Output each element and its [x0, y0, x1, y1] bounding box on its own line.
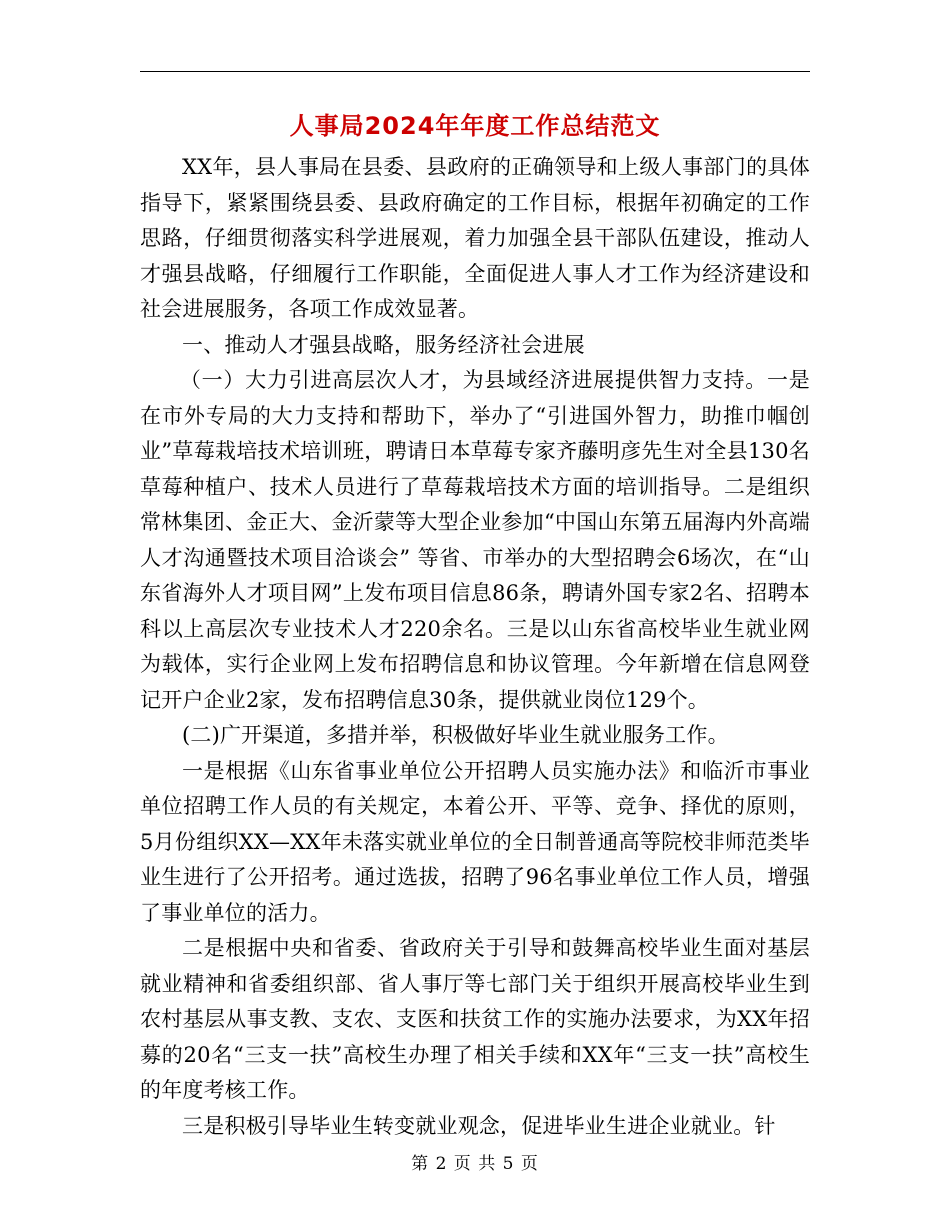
- subsection-heading-2: (二)广开渠道，多措并举，积极做好毕业生就业服务工作。: [182, 723, 729, 747]
- paragraph-item-1: 一是根据《山东省事业单位公开招聘人员实施办法》和临沂市事业单位招聘工作人员的有关规定，本着公开、平等、竞争、择优的原则，5月份组织XX—XX年未落实就业单位的全日制普通高等院校非师范类毕业生进行了公开招考。通过选拔，招聘了96名事业单位工作人员，增强了事业单位的活力。: [140, 758, 810, 925]
- paragraph-item-2: 二是根据中央和省委、省政府关于引导和鼓舞高校毕业生面对基层就业精神和省委组织部、省人事厅等七部门关于组织开展高校毕业生到农村基层从事支教、支农、支医和扶贫工作的实施办法要求，为XX年招募的20名“三支一扶”高校生办理了相关手续和XX年“三支一扶”高校生的年度考核工作。: [140, 936, 810, 1102]
- paragraph-intro: XX年，县人事局在县委、县政府的正确领导和上级人事部门的具体指导下，紧紧围绕县委、县政府确定的工作目标，根据年初确定的工作思路，仔细贯彻落实科学进展观，着力加强全县干部队伍建设，推动人才强县战略，仔细履行工作职能，全面促进人事人才工作为经济建设和社会进展服务，各项工作成效显著。: [140, 155, 810, 321]
- document-body: [140, 150, 810, 1144]
- section-heading-1: 一、推动人才强县战略，服务经济社会进展: [182, 332, 585, 357]
- page-footer: 第 2 页 共 5 页: [411, 1154, 539, 1174]
- header-rule: [140, 71, 810, 72]
- document-title: 人事局2024年年度工作总结范文: [289, 112, 661, 140]
- paragraph-item-3: 三是积极引导毕业生转变就业观念，促进毕业生进企业就业。针: [182, 1113, 776, 1138]
- paragraph-talent-introduction: （一）大力引进高层次人才，为县域经济进展提供智力支持。一是在市外专局的大力支持和帮助下，举办了“引进国外智力，助推巾帼创业”草莓栽培技术培训班，聘请日本草莓专家齐藤明彦先生对全县130名草莓种植户、技术人员进行了草莓栽培技术方面的培训指导。二是组织常林集团、金正大、金沂蒙等大型企业参加“中国山东第五届海内外高端人才沟通暨技术项目洽谈会” 等省、市举办的大型招聘会6场次，在“山东省海外人才项目网”上发布项目信息86条，聘请外国专家2名、招聘本科以上高层次专业技术人才220余名。三是以山东省高校毕业生就业网为载体，实行企业网上发布招聘信息和协议管理。今年新增在信息网登记开户企业2家，发布招聘信息30条，提供就业岗位129个。: [140, 368, 810, 712]
